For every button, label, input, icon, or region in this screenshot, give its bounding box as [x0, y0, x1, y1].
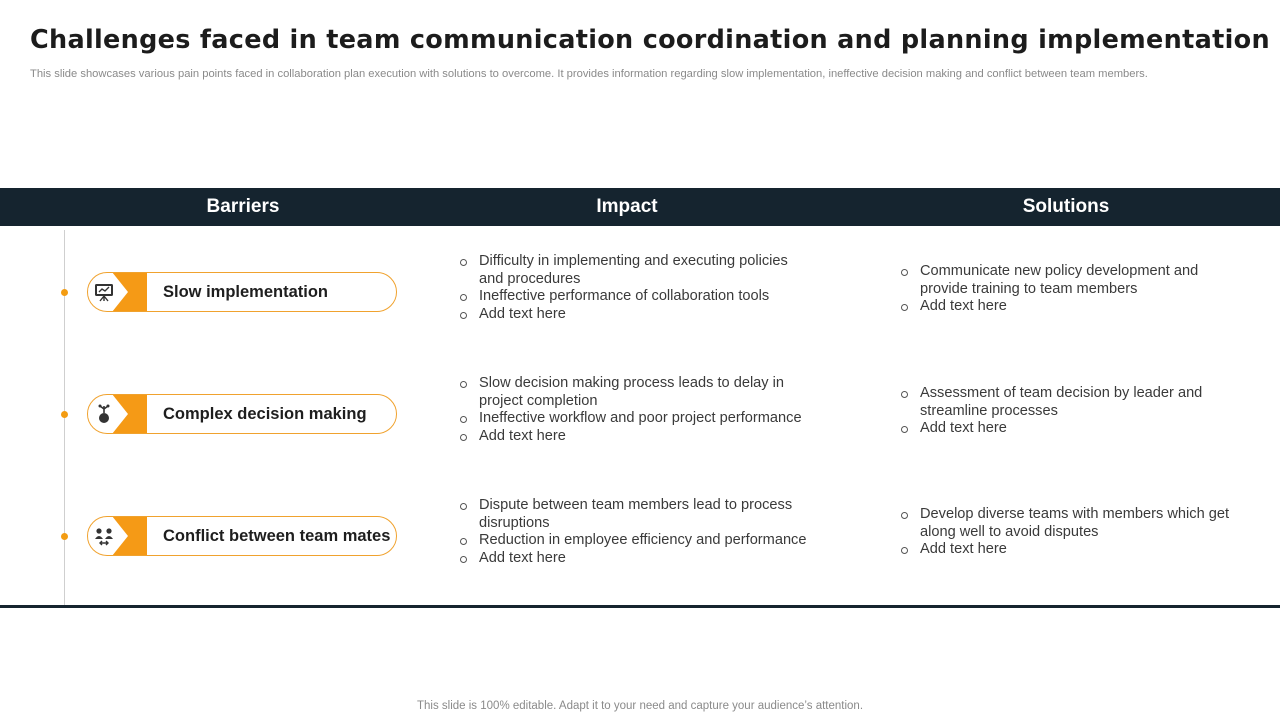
slide-footer: This slide is 100% editable. Adapt it to your need and capture your audience’s attention.: [416, 700, 864, 712]
list-item: Add text here: [460, 428, 805, 446]
list-item: Dispute between team members lead to process disruptions: [460, 497, 815, 532]
barrier-label: Slow implementation: [163, 283, 329, 301]
list-item: Add text here: [460, 306, 805, 324]
timeline-dot: [61, 411, 68, 418]
decision-tree-icon: [92, 402, 116, 426]
barrier-label: Conflict between team mates: [163, 527, 391, 545]
header-impact: Impact: [596, 196, 658, 217]
barrier-pill-slow-implementation: [87, 272, 397, 312]
table-header: [0, 188, 1280, 226]
presentation-board-icon: [92, 280, 116, 304]
list-item: Add text here: [901, 298, 1231, 316]
header-barriers: Barriers: [206, 196, 280, 217]
solutions-list: [901, 263, 1231, 316]
header-solutions: Solutions: [1022, 196, 1110, 217]
list-item: Ineffective performance of collaboration tools: [460, 288, 805, 306]
list-item: Slow decision making process leads to delay in project completion: [460, 375, 805, 410]
impact-list: [460, 253, 805, 324]
list-item: Add text here: [901, 541, 1241, 559]
timeline-dot: [61, 533, 68, 540]
list-item: Add text here: [901, 420, 1231, 438]
timeline-line: [64, 230, 65, 606]
list-item: Difficulty in implementing and executing policies and procedures: [460, 253, 805, 288]
impact-list: [460, 497, 815, 568]
slide-title: Challenges faced in team communication coordination and planning implementation: [30, 25, 1270, 55]
solutions-list: [901, 506, 1241, 559]
slide-subtitle: This slide showcases various pain points faced in collaboration plan execution with solutions to overcome. It provides information regarding slow implementation, ineffective decision making and conflict between team members.: [30, 68, 1148, 80]
impact-list: [460, 375, 805, 446]
timeline-dot: [61, 289, 68, 296]
barrier-pill-complex-decision-making: [87, 394, 397, 434]
list-item: Add text here: [460, 550, 815, 568]
list-item: Ineffective workflow and poor project performance: [460, 410, 805, 428]
barrier-pill-conflict-between-team-mates: [87, 516, 397, 556]
list-item: Assessment of team decision by leader and streamline processes: [901, 385, 1231, 420]
barrier-label: Complex decision making: [163, 405, 367, 423]
list-item: Communicate new policy development and provide training to team members: [901, 263, 1231, 298]
list-item: Develop diverse teams with members which get along well to avoid disputes: [901, 506, 1241, 541]
solutions-list: [901, 385, 1231, 438]
table-bottom-border: [0, 605, 1280, 608]
list-item: Reduction in employee efficiency and performance: [460, 532, 815, 550]
team-conflict-icon: [92, 524, 116, 548]
